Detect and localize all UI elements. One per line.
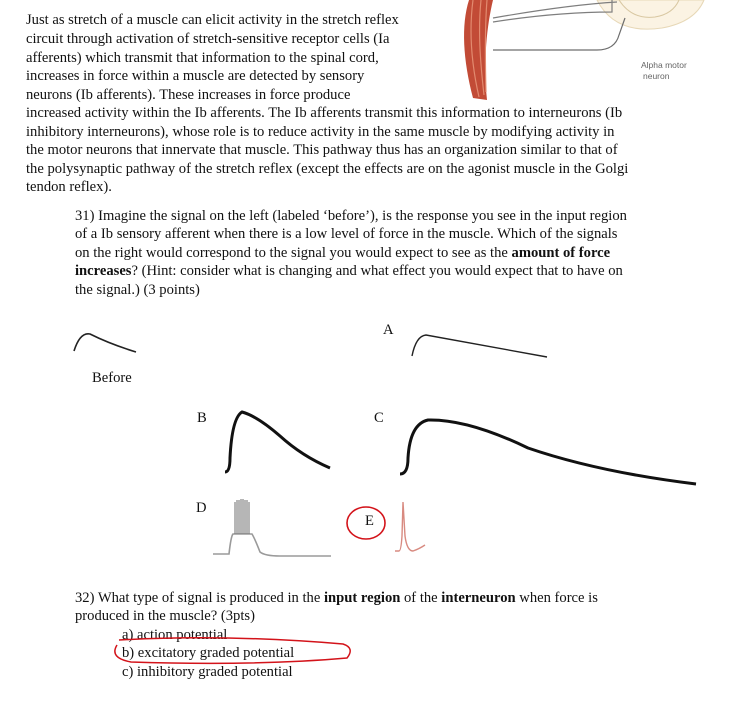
signal-before-trace (70, 326, 140, 356)
intro-line-9: the polysynaptic pathway of the stretch reflex (except the effects are on the agonist muscle in the Golgi (26, 161, 629, 177)
q32-line-1-text-e: when force is (515, 590, 598, 606)
q31-line-3 (75, 244, 610, 262)
q31-line-1: 31) Imagine the signal on the left (labeled ‘before’), is the response you see in the input region (75, 208, 627, 224)
q31-line-5: the signal.) (3 points) (75, 282, 200, 298)
q32-line-2: produced in the muscle? (3pts) (75, 608, 255, 624)
figure-label-line2: neuron (643, 71, 670, 81)
signal-b-trace (222, 406, 332, 476)
label-e: E (365, 513, 374, 529)
q32-option-b: b) excitatory graded potential (122, 645, 295, 661)
label-c: C (374, 410, 384, 426)
intro-line-10: tendon reflex). (26, 179, 112, 195)
label-b: B (197, 410, 207, 426)
anatomy-figure-art (447, 0, 704, 105)
intro-line-3: afferents) which transmit that information to the spinal cord, (26, 50, 379, 66)
intro-line-7: inhibitory interneurons), whose role is to reduce activity in the same muscle by modifying activity in (26, 124, 615, 140)
intro-line-6: increased activity within the Ib afferents. The Ib afferents transmit this information to interneurons (Ib (26, 105, 623, 121)
intro-line-1: Just as stretch of a muscle can elicit activity in the stretch reflex (26, 12, 399, 28)
label-a: A (383, 322, 394, 338)
intro-line-4: increases in force within a muscle are detected by sensory (26, 68, 365, 84)
q32-emphasis-input-region: input region (323, 590, 401, 606)
signal-e-trace (393, 496, 433, 556)
q31-emphasis-amount: amount of force (511, 245, 611, 261)
signal-a-trace (410, 330, 550, 360)
signal-c-trace (398, 414, 698, 484)
q32-emphasis-interneuron: interneuron (441, 590, 516, 606)
answer-b-circle-mark (105, 636, 355, 668)
q32-line-1 (75, 589, 598, 607)
intro-line-2: circuit through activation of stretch-sensitive receptor cells (Ia (26, 31, 390, 47)
intro-line-5: neurons (Ib afferents). These increases in force produce (26, 87, 351, 103)
figure-label-line1: Alpha motor (641, 60, 687, 70)
answer-e-circle-mark (345, 504, 389, 542)
q31-line-3-text: on the right would correspond to the signal you would expect to see as the (75, 245, 512, 261)
q31-line-4 (75, 262, 623, 280)
q31-line-2: of a Ib sensory afferent when there is a low level of force in the muscle. Which of the signals (75, 226, 618, 242)
q31-line-4-text: ? (Hint: consider what is changing and what effect you would expect that to have on (131, 263, 623, 279)
label-before: Before (92, 370, 132, 386)
q32-line-1-text-a: 32) What type of signal is produced in the (75, 590, 324, 606)
q32-option-a: a) action potential (122, 627, 228, 643)
q32-option-c: c) inhibitory graded potential (122, 664, 293, 680)
signal-d-trace (205, 494, 335, 559)
q31-emphasis-increases: increases (75, 263, 132, 279)
label-d: D (196, 500, 207, 516)
q32-line-1-text-c: of the (400, 590, 442, 606)
intro-line-8: the motor neurons that innervate that muscle. This pathway thus has an organization similar to that of (26, 142, 618, 158)
anatomy-figure (447, 0, 704, 105)
